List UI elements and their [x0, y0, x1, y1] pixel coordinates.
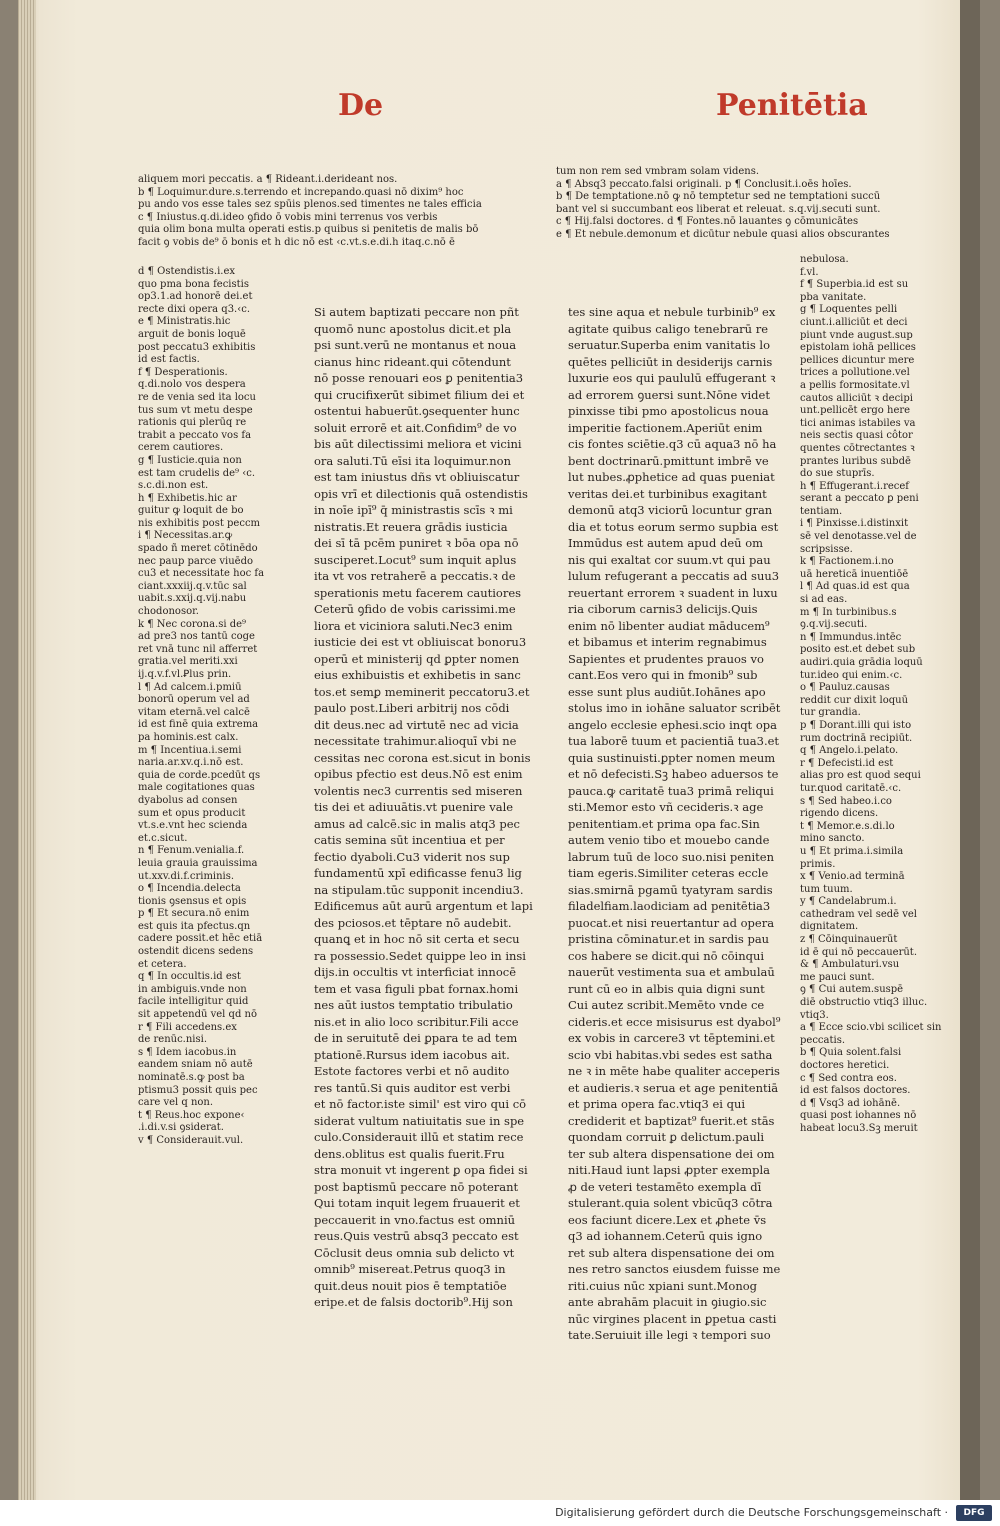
text-line: tem et vasa figuli pbat fornax.homi [314, 981, 519, 996]
text-line: vitam eternā.vel calcē [138, 706, 250, 718]
text-line: a ¶ Ecce scio.vbi scilicet sin [800, 1022, 942, 1034]
text-line: q ¶ In occultis.id est [138, 971, 241, 983]
text-line: rum doctrinā recipiūt. [800, 732, 913, 744]
text-line: bent doctrinarū.pmittunt imbrē ve [568, 453, 769, 468]
text-line: est tam crudelis de⁹ ‹c. [138, 467, 256, 479]
dfg-logo: DFG [956, 1505, 992, 1521]
text-line: res tantū.Si quis auditor est verbi [314, 1080, 511, 1095]
text-line: leuia grauia grauissima [138, 857, 258, 869]
text-line: chodonosor. [138, 606, 199, 618]
text-line: e ¶ Et nebule.demonum et dicūtur nebule quasi alios obscurantes [556, 228, 890, 240]
text-line: e ¶ Ministratis.hic [138, 316, 231, 328]
text-line: imperitie factionem.Aperiūt enim [568, 420, 763, 435]
text-line: ret sub altera dispensatione dei om [568, 1245, 775, 1260]
text-line: guitur ꝙ loquit de bo [138, 505, 244, 517]
text-line: luxurie eos qui paululū effugerant ꝛ [568, 371, 776, 385]
text-line: nis qui exaltat cor suum.vt qui pau [568, 552, 771, 567]
text-line: dignitatem. [800, 921, 859, 933]
text-line: demonū atq3 viciorū locuntur gran [568, 503, 773, 517]
text-line: tentiam. [800, 505, 843, 517]
text-line: dens.oblitus est qualis fuerit.Fru [314, 1146, 505, 1161]
text-line: labrum tuū de loco suo.nisi peniten [568, 849, 774, 864]
text-line: audiri.quia grādia loquū [800, 657, 923, 668]
text-line: tate.Seruiuit ille legi ꝛ tempori suo [568, 1328, 771, 1342]
text-line: ria ciborum carnis3 delicijs.Quis [568, 602, 758, 616]
text-line: tur.ideo qui enim.‹c. [800, 669, 903, 681]
text-line: x ¶ Venio.ad terminā [800, 871, 905, 883]
text-line: ra possessio.Sedet quippe leo in insi [314, 948, 526, 963]
text-line: Qui totam inquit legem fruauerit et [314, 1196, 520, 1210]
text-line: sit appetendū vel qd nō [138, 1009, 257, 1021]
text-line: ꝯ ¶ Cui autem.suspē [800, 984, 904, 996]
text-line: o ¶ Pauluz.causas [800, 682, 890, 694]
text-line: p ¶ Dorant.illi qui isto [800, 719, 912, 731]
text-line: niti.Haud iunt lapsi ꝓpter exempla [568, 1163, 770, 1177]
text-line: neis sectis quasi côtor [800, 430, 913, 442]
text-line: pba vanitate. [800, 291, 867, 303]
text-line: quētes pelliciūt in desiderijs carnis [568, 354, 773, 369]
text-line: c ¶ Iniustus.q.di.ideo ꝯfido ō vobis mini terrenus vos verbis [138, 211, 438, 223]
gloss-left [138, 266, 286, 1302]
text-line: iusticie dei est vt obliuiscat bonoru3 [314, 635, 527, 649]
text-line: opibus pfectio est deus.Nō est enim [314, 767, 523, 781]
text-line: tis dei et adiuuātis.vt puenire vale [314, 800, 514, 814]
text-line: stra monuit vt ingerent ꝑ opa fidei si [314, 1163, 528, 1177]
text-line: liora et viciniora saluti.Nec3 enim [314, 618, 513, 633]
text-line: s ¶ Sed habeo.i.co [800, 795, 892, 807]
text-line: op3.1.ad honorē dei.et [138, 291, 253, 303]
text-line: y ¶ Candelabrum.i. [800, 896, 897, 908]
text-line: si ad eas. [800, 594, 848, 606]
text-line: f ¶ Superbia.id est su [800, 279, 909, 291]
text-line: dia et totus eorum sermo supbia est [568, 519, 779, 534]
text-line: qui crucifixerūt sibimet filium dei et [314, 387, 525, 402]
text-line: naria.ar.xv.q.i.nō est. [138, 757, 244, 769]
text-line: facit ꝯ vobis de⁹ ō bonis et h dic nō est ‹c.vt.s.e.di.h itaq.c.nō ē [138, 236, 455, 248]
text-line: h ¶ Effugerant.i.recef [800, 480, 909, 492]
text-line: pristina cōminatur.et in sardis pau [568, 932, 770, 946]
text-line: soluit errorē et ait.Confidim⁹ de vo [314, 420, 517, 435]
text-line: pinxisse tibi pmo apostolicus noua [568, 404, 769, 418]
text-line: cadere possit.et hēc etiā [138, 933, 263, 945]
text-line: pellices dicuntur mere [800, 354, 915, 366]
text-line: h ¶ Exhibetis.hic ar [138, 492, 237, 504]
text-line: de in seruitutē dei ꝑpara te ad tem [314, 1031, 518, 1045]
text-line: sum et opus producit [138, 807, 246, 819]
text-line: quentes cōtrectantes ꝛ [800, 442, 915, 454]
gloss-right-top [556, 166, 954, 250]
text-line: diē obstructio vtiq3 illuc. [800, 997, 928, 1009]
text-line: pu ando vos esse tales sez spūis plenos.sed timentes ne tales efficia [138, 199, 482, 211]
text-line: cant.Eos vero qui in fmonib⁹ sub [568, 668, 758, 682]
text-line: peccatis. [800, 1034, 846, 1046]
text-line: ora saluti.Tū eīsi ita loquimur.non [314, 453, 511, 468]
text-line: et nō defecisti.Sꝫ habeo aduersos te [568, 767, 779, 781]
text-line: unt.pellicēt ergo here [800, 405, 911, 417]
text-line: et bibamus et interim regnabimus [568, 635, 767, 649]
text-line: nominatē.s.ꝙ post ba [138, 1072, 245, 1083]
text-line: tua laborē tuum et pacientiā tua3.et [568, 734, 780, 748]
text-line: f.vl. [800, 266, 819, 278]
text-line: m ¶ Incentiua.i.semi [138, 744, 242, 756]
text-line: facile intelligitur quid [138, 996, 249, 1008]
text-line: cideris.et ecce misisurus est dyabol⁹ [568, 1014, 781, 1029]
text-line: recte dixi opera q3.‹c. [138, 303, 251, 315]
text-line: ꝓ de veteri testamēto exempla dī [568, 1179, 762, 1194]
text-line: ciunt.i.alliciūt et deci [800, 316, 908, 328]
text-line: spado ñ meret cōtinēdo [138, 543, 258, 555]
text-line: na stipulam.tūc supponit incendiu3. [314, 882, 524, 897]
text-line: p ¶ Et secura.nō enim [138, 908, 250, 920]
text-line: ret vnā tunc nil afferret [138, 643, 258, 655]
text-line: autem venio tibo et mouebo cande [568, 833, 770, 847]
text-line: uabit.s.xxij.q.vij.nabu [138, 593, 247, 605]
text-line: r ¶ Defecisti.id est [800, 757, 894, 769]
text-line: n ¶ Fenum.venialia.f. [138, 845, 245, 857]
text-line: bis aūt dilectissimi meliora et vicini [314, 437, 522, 451]
text-line: et cetera. [138, 958, 187, 970]
text-line: vtiq3. [800, 1009, 829, 1021]
text-line: operū et ministerij qd ꝑpter nomen [314, 651, 520, 666]
text-line: in noīe ipī⁹ q̄ ministrastis scīs ꝛ mi [314, 503, 513, 517]
text-line: est tam iniustus dñs vt obliuiscatur [314, 470, 520, 484]
text-line: care vel q non. [138, 1097, 214, 1109]
text-line: tes sine aqua et nebule turbinib⁹ ex [568, 305, 776, 319]
text-line: stolus imo in iohāne saluator scribēt [568, 701, 781, 715]
text-line: puocat.et nisi reuertantur ad opera [568, 915, 775, 930]
text-line: ad pre3 nos tantū coge [138, 631, 255, 643]
text-line: dyabolus ad consen [138, 794, 238, 806]
text-line: tur grandia. [800, 707, 861, 719]
text-line: trices a pollutione.vel [800, 367, 910, 379]
text-line: culo.Considerauit illū et statim rece [314, 1130, 524, 1144]
text-line: ut.xxv.di.f.criminis. [138, 870, 235, 882]
text-line: reddit cur dixit loquū [800, 694, 909, 706]
text-line: tos.et semꝑ meminerit peccatoru3.et [314, 684, 530, 699]
text-line: t ¶ Memor.e.s.di.lo [800, 820, 895, 832]
text-line: mino sancto. [800, 833, 865, 845]
text-line: uā hereticā inuentiōē [800, 568, 909, 580]
text-line: reus.Quis vestrū absq3 peccato est [314, 1229, 519, 1243]
text-line: quanꝗ et in hoc nō sit certa et secu [314, 932, 520, 946]
text-line: in ambiguis.vnde non [138, 983, 247, 995]
text-line: et nō factor.iste simil' est viro qui cō [314, 1097, 527, 1111]
text-line: des pciosos.et tēptare nō audebit. [314, 915, 512, 930]
text-line: quo pma bona fecistis [138, 278, 249, 290]
text-line: s.c.di.non est. [138, 480, 209, 492]
text-line: Immūdus est autem apud deū om [568, 536, 764, 550]
main-text-right [568, 304, 786, 1342]
text-line: id est falsos doctores. [800, 1085, 911, 1097]
footer-credit: Digitalisierung gefördert durch die Deutsche Forschungsgemeinschaft · [555, 1506, 948, 1519]
text-line: bant vel si succumbant eos liberat et releuat. s.q.vij.secuti sunt. [556, 203, 881, 215]
text-line: pa hominis.est calx. [138, 731, 239, 743]
text-line: quomō nunc apostolus dicit.et pla [314, 321, 512, 336]
text-line: de renūc.nisi. [138, 1034, 208, 1046]
text-line: r ¶ Fili accedens.ex [138, 1021, 237, 1033]
text-line: b ¶ Loquimur.dure.s.terrendo et increpando.quasi nō dixim⁹ hoc [138, 186, 464, 198]
text-line: seruatur.Superba enim vanitatis lo [568, 338, 771, 352]
text-line: reuertant errorem ꝛ suadent in luxu [568, 585, 778, 600]
text-line: cathedram vel sedē vel [800, 908, 918, 920]
text-line: ita vt vos retraherē a peccatis.ꝛ de [314, 569, 516, 583]
text-line: nes aūt iustos temptatio tribulatio [314, 998, 513, 1012]
text-line: gratia.vel meriti.xxi [138, 656, 238, 668]
text-line: i ¶ Pinxisse.i.distinxit [800, 518, 909, 530]
text-line: .i.di.v.si ꝯsiderat. [138, 1122, 224, 1134]
text-line: Cōclusit deus omnia sub delicto vt [314, 1245, 515, 1260]
text-line: cu3 et necessitate hoc fa [138, 568, 265, 580]
text-line: l ¶ Ad calcem.i.pmiū [138, 681, 242, 693]
text-line: nūc virgines placent in ꝑpetua casti [568, 1311, 777, 1326]
text-line: ter sub altera dispensatione dei om [568, 1146, 775, 1161]
gloss-left-top [138, 174, 533, 264]
text-line: angelo ecclesie ephesi.scio inqt opa [568, 717, 777, 732]
text-line: fectio dyaboli.Cu3 viderit nos sup [314, 849, 510, 864]
text-line: id est finē quia extrema [138, 719, 259, 731]
text-line: do sue stuprīs. [800, 468, 875, 480]
text-line: eripe.et de falsis doctorib⁹.Hij son [314, 1295, 513, 1309]
text-line: q ¶ Angelo.i.pelato. [800, 745, 899, 757]
text-line: nō posse renouari eos ꝑ penitentia3 [314, 371, 524, 385]
text-line: ptationē.Rursus idem iacobus ait. [314, 1047, 510, 1062]
text-line: g ¶ Loquentes pelli [800, 304, 898, 316]
text-line: Si autem baptizati peccare non pñt [314, 305, 519, 319]
text-line: catis semina sūt incentiua et per [314, 833, 505, 847]
text-line: nis.et in alio loco scribitur.Fili acce [314, 1014, 519, 1029]
text-line: volentis nec3 currentis sed miseren [314, 783, 523, 798]
text-line: tici animas istabiles va [800, 417, 916, 429]
text-line: k ¶ Nec corona.si de⁹ [138, 618, 247, 630]
text-line: n ¶ Immundus.intēc [800, 631, 902, 643]
text-line: eos faciunt dicere.Lex et ꝓhete v̄s [568, 1212, 767, 1227]
text-line: susciperet.Locut⁹ sum inquit aplus [314, 552, 517, 567]
text-line: v ¶ Considerauit.vul. [138, 1134, 244, 1146]
text-line: alias pro est quod sequi [800, 770, 921, 782]
text-line: tum tuum. [800, 883, 853, 895]
text-line: g ¶ Iusticie.quia non [138, 454, 242, 466]
text-line: quit.deus nouit pios ē temptatiōe [314, 1278, 507, 1293]
text-line: scio vbi habitas.vbi sedes est satha [568, 1047, 773, 1062]
text-line: dit deus.nec ad virtutē nec ad vicia [314, 717, 519, 732]
text-line: k ¶ Factionem.i.no [800, 556, 894, 568]
text-line: lut nubes.ꝓphetice ad quas pueniat [568, 470, 775, 484]
text-line: piunt vnde august.sup [800, 329, 913, 341]
text-line: ꝯ.q.vij.secuti. [800, 619, 868, 631]
text-line: et audieris.ꝛ serua et age penitentiā [568, 1080, 779, 1095]
text-line: me pauci sunt. [800, 971, 875, 983]
text-line: u ¶ Et prima.i.simila [800, 845, 904, 857]
text-line: esse sunt plus audiūt.Iohānes apo [568, 684, 766, 699]
text-line: post baptismū peccare nō poterant [314, 1179, 519, 1194]
text-line: runt cū eo in albis quia digni sunt [568, 981, 765, 996]
text-line: agitate quibus caligo tenebrarū re [568, 321, 769, 336]
text-line: o ¶ Incendia.delecta [138, 883, 241, 895]
running-head-right: Penitētia [716, 88, 868, 123]
text-line: id ē qui nō peccauerūt. [800, 946, 917, 958]
text-line: eius exhibuistis et exhibetis in sanc [314, 668, 521, 682]
text-line: dijs.in occultis vt interficiat innocē [314, 965, 517, 979]
text-line: tus sum vt metu despe [138, 404, 253, 416]
text-line: ante abrahām placuit in ꝯiugio.sic [568, 1295, 767, 1309]
text-line: c ¶ Hij.falsi doctores. d ¶ Fontes.nō lauantes ꝯ cōmunicātes [556, 216, 859, 228]
text-line: cis fontes sciētie.q3 cū aqua3 nō ha [568, 437, 777, 451]
text-line: ne ꝛ in mēte habe qualiter acceperis [568, 1064, 780, 1078]
text-line: omnib⁹ misereat.Petrus quoq3 in [314, 1262, 506, 1276]
text-line: d ¶ Ostendistis.i.ex [138, 266, 236, 277]
text-line: t ¶ Reus.hoc expone‹ [138, 1109, 245, 1121]
text-line: nebulosa. [800, 254, 849, 265]
text-line: b ¶ De temptatione.nō ꝙ nō temptetur sed ne temptationi succū [556, 191, 881, 203]
text-line: i ¶ Necessitas.ar.ꝙ [138, 530, 233, 542]
text-line: serant a peccato ꝑ peni [800, 493, 919, 505]
text-line: cerem cautiores. [138, 442, 224, 454]
text-line: necessitate trahimur.alioquī vbi ne [314, 734, 517, 748]
text-line: c ¶ Sed contra eos. [800, 1072, 897, 1084]
text-line: doctores heretici. [800, 1060, 890, 1071]
text-line: ij.q.v.f.vl.Ꝑlus prin. [138, 669, 232, 680]
text-line: eandem sniam nō autē [138, 1059, 253, 1071]
text-line: a pellis formositate.vl [800, 379, 910, 391]
text-line: paulo post.Liberi arbitrij nos cōdi [314, 701, 510, 715]
text-line: nec paup parce viuēdo [138, 555, 253, 567]
text-line: crediderit et baptizat⁹ fuerit.et stās [568, 1113, 775, 1128]
text-line: nistratis.Et reuera grādis iusticia [314, 519, 508, 534]
text-line: quia olim bona multa operati estis.p quibus si penitetis de malis bō [138, 224, 479, 236]
text-line: re de venia sed ita locu [138, 391, 256, 403]
text-line: fundamentū xpī edificasse fenu3 lig [314, 866, 522, 880]
text-line: ostentui habuerūt.ꝯsequenter hunc [314, 404, 520, 418]
text-line: quasi post iohannes nō [800, 1110, 917, 1122]
text-line: sias.smirnā pgamū tyatyram sardis [568, 882, 773, 897]
text-line: tur.quod caritatē.‹c. [800, 782, 902, 794]
text-line: a ¶ Absq3 peccato.falsi originali. p ¶ Conclusit.i.oēs hoīes. [556, 178, 852, 190]
text-line: tum non rem sed vmbram solam videns. [556, 166, 760, 177]
running-head-left: De [338, 88, 384, 123]
text-line: arguit de bonis loquē [138, 328, 246, 340]
text-line: rigendo dicens. [800, 808, 879, 820]
text-line: cos habere se dicit.qui nō cōinqui [568, 948, 765, 963]
text-line: filadelfiam.laodiciam ad penitētia3 [568, 899, 771, 913]
text-line: posito est.et debet sub [800, 644, 916, 656]
text-line: vt.s.e.vnt hec scienda [138, 820, 248, 832]
text-line: b ¶ Quia solent.falsi [800, 1047, 902, 1059]
text-line: q.di.nolo vos despera [138, 379, 246, 391]
text-line: id est factis. [138, 354, 200, 366]
text-line: veritas dei.et turbinibus exagitant [568, 486, 767, 501]
text-line: d ¶ Vsq3 ad iohānē. [800, 1097, 901, 1109]
gloss-right [800, 254, 956, 1314]
text-line: dei sī tā pcēm puniret ꝛ bōa opa nō [314, 536, 519, 550]
text-line: amus ad calcē.sic in malis atq3 pec [314, 816, 520, 831]
text-line: scripsisse. [800, 543, 853, 555]
text-line: ex vobis in carcere3 vt tēptemini.et [568, 1031, 775, 1045]
text-line: ostendit dicens sedens [138, 946, 254, 958]
text-line: est quis ita pfectus.qn [138, 920, 251, 932]
text-line: male cogitationes quas [138, 782, 255, 794]
text-line: cautos alliciūt ꝛ decipi [800, 392, 913, 404]
text-line: nauerūt vestimenta sua et ambulaū [568, 965, 775, 979]
text-line: ad errorem ꝯuersi sunt.Nōne videt [568, 387, 770, 402]
text-line: q3 ad iohannem.Ceterū quis igno [568, 1229, 763, 1243]
text-line: quia de corde.pcedūt qs [138, 769, 261, 781]
text-line: Sapientes et prudentes prauos vo [568, 651, 764, 666]
text-line: ali​quem mori peccatis. a ¶ Rideant.i.derideant nos. [138, 174, 398, 185]
text-line: epistolam iohā pellices [800, 342, 916, 354]
text-line: quondam corruit ꝑ delictum.pauli [568, 1130, 765, 1144]
text-line: et prima opera fac.vtiq3 ei qui [568, 1097, 746, 1111]
text-line: nis exhibitis post peccm [138, 517, 261, 529]
page-edge-stack [18, 0, 36, 1500]
text-line: ptismu3 possit quis pec [138, 1084, 258, 1096]
text-line: sē vel denotasse.vel de [800, 531, 917, 543]
text-line: lulum refugerant a peccatis ad suu3 [568, 569, 780, 583]
text-line: trabit a peccato vos fa [138, 429, 252, 441]
text-line: peccauerit in vno.factus est omniū [314, 1212, 516, 1227]
text-line: riti.cuius nūc xpiani sunt.Monog [568, 1278, 758, 1293]
main-text-left [314, 304, 533, 1309]
text-line: cessitas nec corona est.sicut in bonis [314, 750, 531, 765]
text-line: Ceterū ꝯfido de vobis carissimi.me [314, 602, 516, 616]
text-line: z ¶ Cōinquinauerūt [800, 934, 898, 946]
text-line: l ¶ Ad quas.id est qua [800, 581, 910, 593]
book-gutter-right [960, 0, 980, 1500]
text-line: psi sunt.verū ne montanus et noua [314, 338, 517, 352]
text-line: post peccatu3 exhibitis [138, 341, 256, 353]
text-line: prantes luribus subdē [800, 455, 911, 467]
text-line: & ¶ Ambulaturi.vsu [800, 959, 900, 971]
text-line: ciant.xxxiij.q.v.tūc sal [138, 580, 247, 592]
text-line: s ¶ Idem iacobus.in [138, 1046, 237, 1058]
text-line: m ¶ In turbinibus.s [800, 606, 897, 618]
text-line: nes retro sanctos eiusdem fuisse me [568, 1262, 781, 1276]
text-line: Edificemus aūt aurū argentum et lapi [314, 899, 533, 913]
text-line: penitentiam.et prima opa fac.Sin [568, 816, 760, 831]
text-line: rationis qui plerūq re [138, 417, 247, 429]
text-line: cianus hinc rideant.qui cōtendunt [314, 354, 511, 369]
text-line: stulerant.quia solent vbicūq3 cōtra [568, 1196, 773, 1210]
text-line: primis. [800, 858, 836, 870]
text-line: habeat locu3.Sꝫ meruit [800, 1122, 918, 1134]
text-line: sperationis metu facerem cautiores [314, 585, 522, 600]
text-line: tiam egeris.Similiter ceteras eccle [568, 866, 769, 880]
text-line: sti.Memor esto vñ cecideris.ꝛ age [568, 800, 764, 814]
text-line: Cui autez scribit.Memēto vnde ce [568, 998, 765, 1012]
text-line: et.c.sicut. [138, 832, 188, 844]
text-line: siderat vultum natiuitatis sue in spe [314, 1113, 525, 1128]
text-line: tionis ꝯsensus et opis [138, 895, 247, 907]
text-line: bonorū operum vel ad [138, 694, 250, 706]
text-line: quia sustinuisti.ꝑpter nomen meum [568, 750, 776, 765]
text-line: f ¶ Desperationis. [138, 366, 228, 378]
footer-bar [0, 1500, 1000, 1526]
text-line: pauca.ꝙ caritatē tua3 primā reliqui [568, 783, 774, 798]
text-line: enim nō libenter audiat māducem⁹ [568, 618, 770, 633]
text-line: opis vrī et dilectionis quā ostendistis [314, 486, 528, 501]
text-line: Estote factores verbi et nō audito [314, 1064, 510, 1078]
